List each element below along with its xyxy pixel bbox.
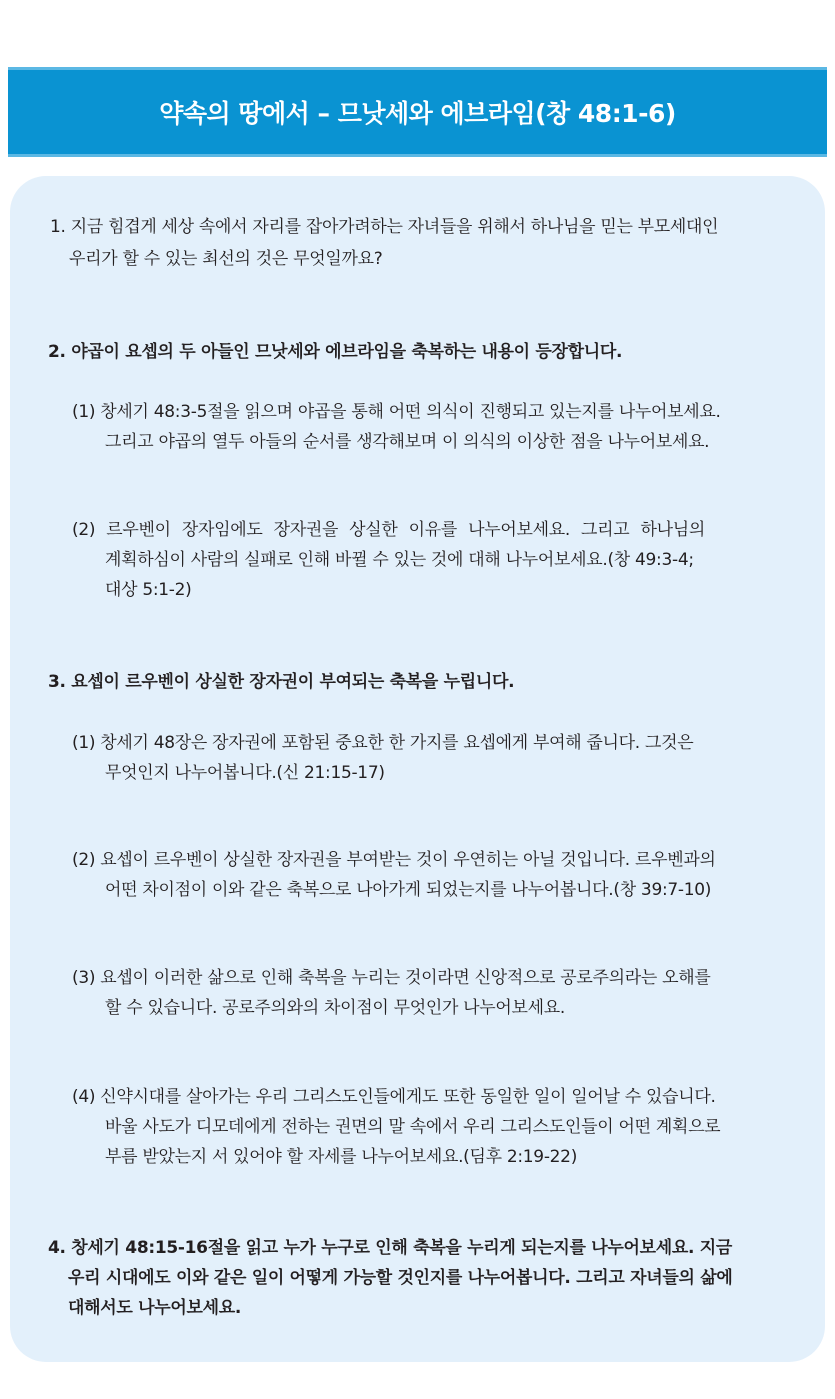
question-2-2-line-3: 대상 5:1-2) — [105, 580, 192, 600]
question-3-2-line-1: (2) 요셉이 르우벤이 상실한 장자권을 부여받는 것이 우연히는 아닐 것입니다. 르우벤과의 — [72, 850, 716, 870]
question-4-line-3: 대해서도 나누어보세요. — [68, 1298, 241, 1318]
question-3-1-line-2: 무엇인지 나누어봅니다.(신 21:15-17) — [105, 763, 385, 783]
question-3-4-line-1: (4) 신약시대를 살아가는 우리 그리스도인들에게도 또한 동일한 일이 일어날 수 있습니다. — [72, 1087, 716, 1107]
question-3-title: 3. 요셉이 르우벤이 상실한 장자권이 부여되는 축복을 누립니다. — [48, 672, 515, 692]
question-3-3-line-1: (3) 요셉이 이러한 삶으로 인해 축복을 누리는 것이라면 신앙적으로 공로주의라는 오해를 — [72, 968, 711, 988]
question-2-2-line-2: 계획하심이 사람의 실패로 인해 바뀔 수 있는 것에 대해 나누어보세요.(창 49:3-4; — [105, 550, 694, 570]
question-3-3-line-2: 할 수 있습니다. 공로주의와의 차이점이 무엇인가 나누어보세요. — [105, 998, 566, 1018]
question-2-1-line-1: (1) 창세기 48:3-5절을 읽으며 야곱을 통해 어떤 의식이 진행되고 있는지를 나누어보세요. — [72, 402, 721, 422]
page-header — [8, 67, 827, 157]
question-3-2-line-2: 어떤 차이점이 이와 같은 축복으로 나아가게 되었는지를 나누어봅니다.(창 39:7-10) — [105, 880, 712, 900]
page-title: 약속의 땅에서 – 므낫세와 에브라임(창 48:1-6) — [159, 99, 676, 128]
question-3-4-line-2: 바울 사도가 디모데에게 전하는 권면의 말 속에서 우리 그리스도인들이 어떤 계획으로 — [105, 1117, 721, 1137]
question-2-title: 2. 야곱이 요셉의 두 아들인 므낫세와 에브라임을 축복하는 내용이 등장합니다. — [48, 342, 623, 362]
question-4-line-2: 우리 시대에도 이와 같은 일이 어떻게 가능할 것인지를 나누어봅니다. 그리고 자녀들의 삶에 — [68, 1268, 733, 1288]
question-3-1-line-1: (1) 창세기 48장은 장자권에 포함된 중요한 한 가지를 요셉에게 부여해 줍니다. 그것은 — [72, 733, 694, 753]
question-3-4-line-3: 부름 받았는지 서 있어야 할 자세를 나누어보세요.(딤후 2:19-22) — [105, 1147, 578, 1167]
question-4-line-1: 4. 창세기 48:15-16절을 읽고 누가 누구로 인해 축복을 누리게 되는지를 나누어보세요. 지금 — [48, 1238, 732, 1258]
question-2-2-line-1: (2) 르우벤이 장자임에도 장자권을 상실한 이유를 나누어보세요. 그리고 하나님의 — [72, 520, 706, 540]
question-1-line-2: 우리가 할 수 있는 최선의 것은 무엇일까요? — [69, 249, 383, 269]
question-1-line-1: 1. 지금 힘겹게 세상 속에서 자리를 잡아가려하는 자녀들을 위해서 하나님을 믿는 부모세대인 — [50, 217, 719, 237]
question-2-1-line-2: 그리고 야곱의 열두 아들의 순서를 생각해보며 이 의식의 이상한 점을 나누어보세요. — [105, 432, 710, 452]
